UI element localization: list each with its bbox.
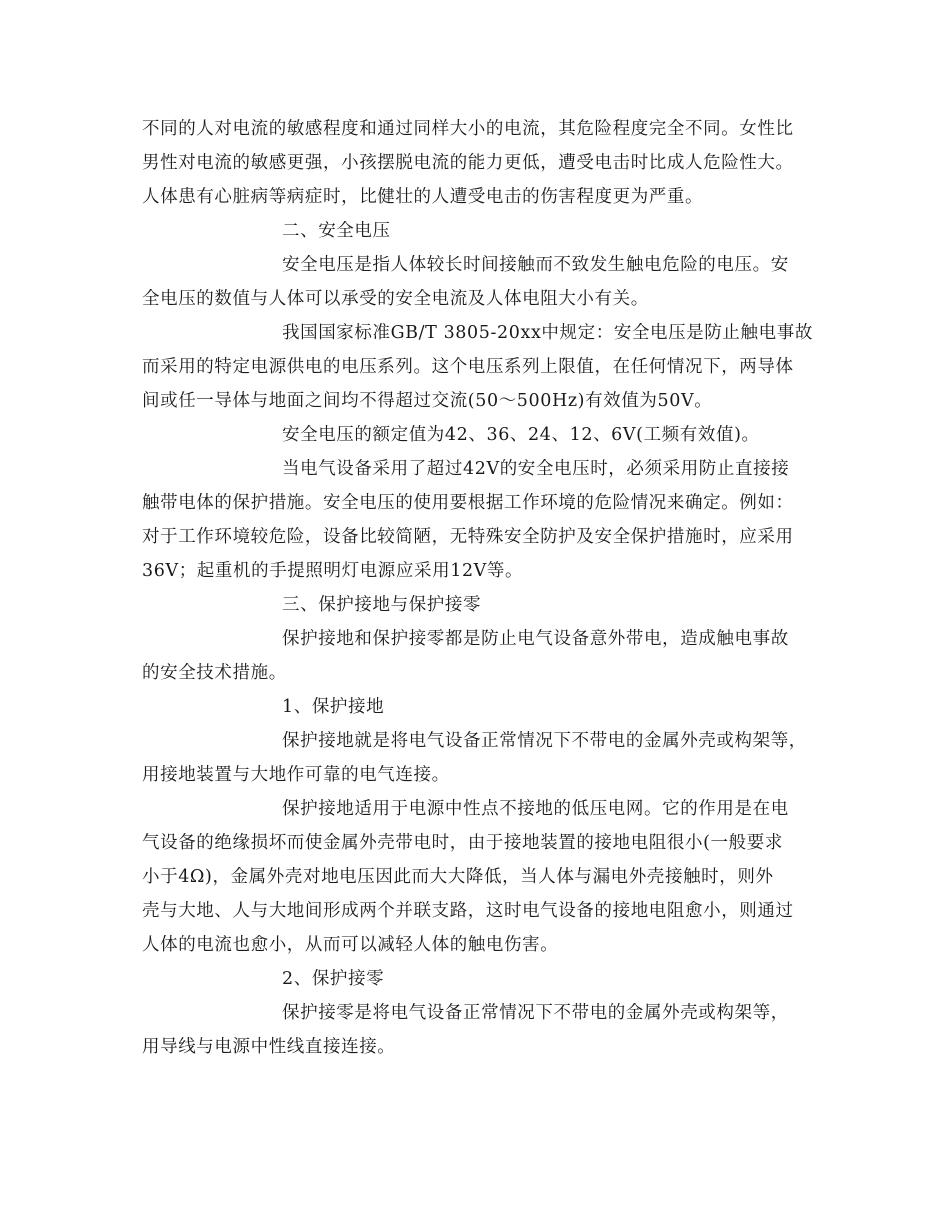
body-line: 保护接地就是将电气设备正常情况下不带电的金属外壳或构架等， xyxy=(282,731,807,751)
body-line: 人体的电流也愈小，从而可以减轻人体的触电伤害。 xyxy=(142,935,559,955)
section-heading: 二、安全电压 xyxy=(282,221,391,241)
body-line: 而采用的特定电源供电的电压系列。这个电压系列上限值，在任何情况下，两导体 xyxy=(142,357,794,377)
body-line: 保护接零是将电气设备正常情况下不带电的金属外壳或构架等， xyxy=(282,1003,789,1023)
body-line: 小于4Ω)，金属外壳对地电压因此而大大降低，当人体与漏电外壳接触时，则外 xyxy=(142,867,774,887)
body-line: 我国国家标准GB/T 3805-20xx中规定：安全电压是防止触电事故 xyxy=(282,323,813,343)
body-line: 用导线与电源中性线直接连接。 xyxy=(142,1037,396,1057)
section-heading: 三、保护接地与保护接零 xyxy=(282,595,482,615)
body-line: 壳与大地、人与大地间形成两个并联支路，这时电气设备的接地电阻愈小，则通过 xyxy=(142,901,794,921)
body-line: 对于工作环境较危险，设备比较简陋，无特殊安全防护及安全保护措施时，应采用 xyxy=(142,527,794,547)
body-line: 触带电体的保护措施。安全电压的使用要根据工作环境的危险情况来确定。例如： xyxy=(142,493,794,513)
body-line: 男性对电流的敏感更强，小孩摆脱电流的能力更低，遭受电击时比成人危险性大。 xyxy=(142,153,794,173)
body-line: 间或任一导体与地面之间均不得超过交流(50～500Hz)有效值为50V。 xyxy=(142,391,713,411)
body-line: 的安全技术措施。 xyxy=(142,663,287,683)
body-line: 保护接地适用于电源中性点不接地的低压电网。它的作用是在电 xyxy=(282,799,789,819)
body-line: 保护接地和保护接零都是防止电气设备意外带电，造成触电事故 xyxy=(282,629,789,649)
body-line: 安全电压的额定值为42、36、24、12、6V(工频有效值)。 xyxy=(282,425,760,445)
body-line: 气设备的绝缘损坏而使金属外壳带电时，由于接地装置的接地电阻很小(一般要求 xyxy=(142,833,783,853)
body-line: 当电气设备采用了超过42V的安全电压时，必须采用防止直接接 xyxy=(282,459,790,479)
body-line: 人体患有心脏病等病症时，比健壮的人遭受电击的伤害程度更为严重。 xyxy=(142,187,704,207)
body-line: 安全电压是指人体较长时间接触而不致发生触电危险的电压。安 xyxy=(282,255,789,275)
body-line: 全电压的数值与人体可以承受的安全电流及人体电阻大小有关。 xyxy=(142,289,649,309)
subsection-heading: 1、保护接地 xyxy=(282,697,385,717)
subsection-heading: 2、保护接零 xyxy=(282,969,385,989)
body-line: 用接地装置与大地作可靠的电气连接。 xyxy=(142,765,450,785)
body-line: 36V；起重机的手提照明灯电源应采用12V等。 xyxy=(142,561,524,581)
body-line: 不同的人对电流的敏感程度和通过同样大小的电流，其危险程度完全不同。女性比 xyxy=(142,119,794,139)
